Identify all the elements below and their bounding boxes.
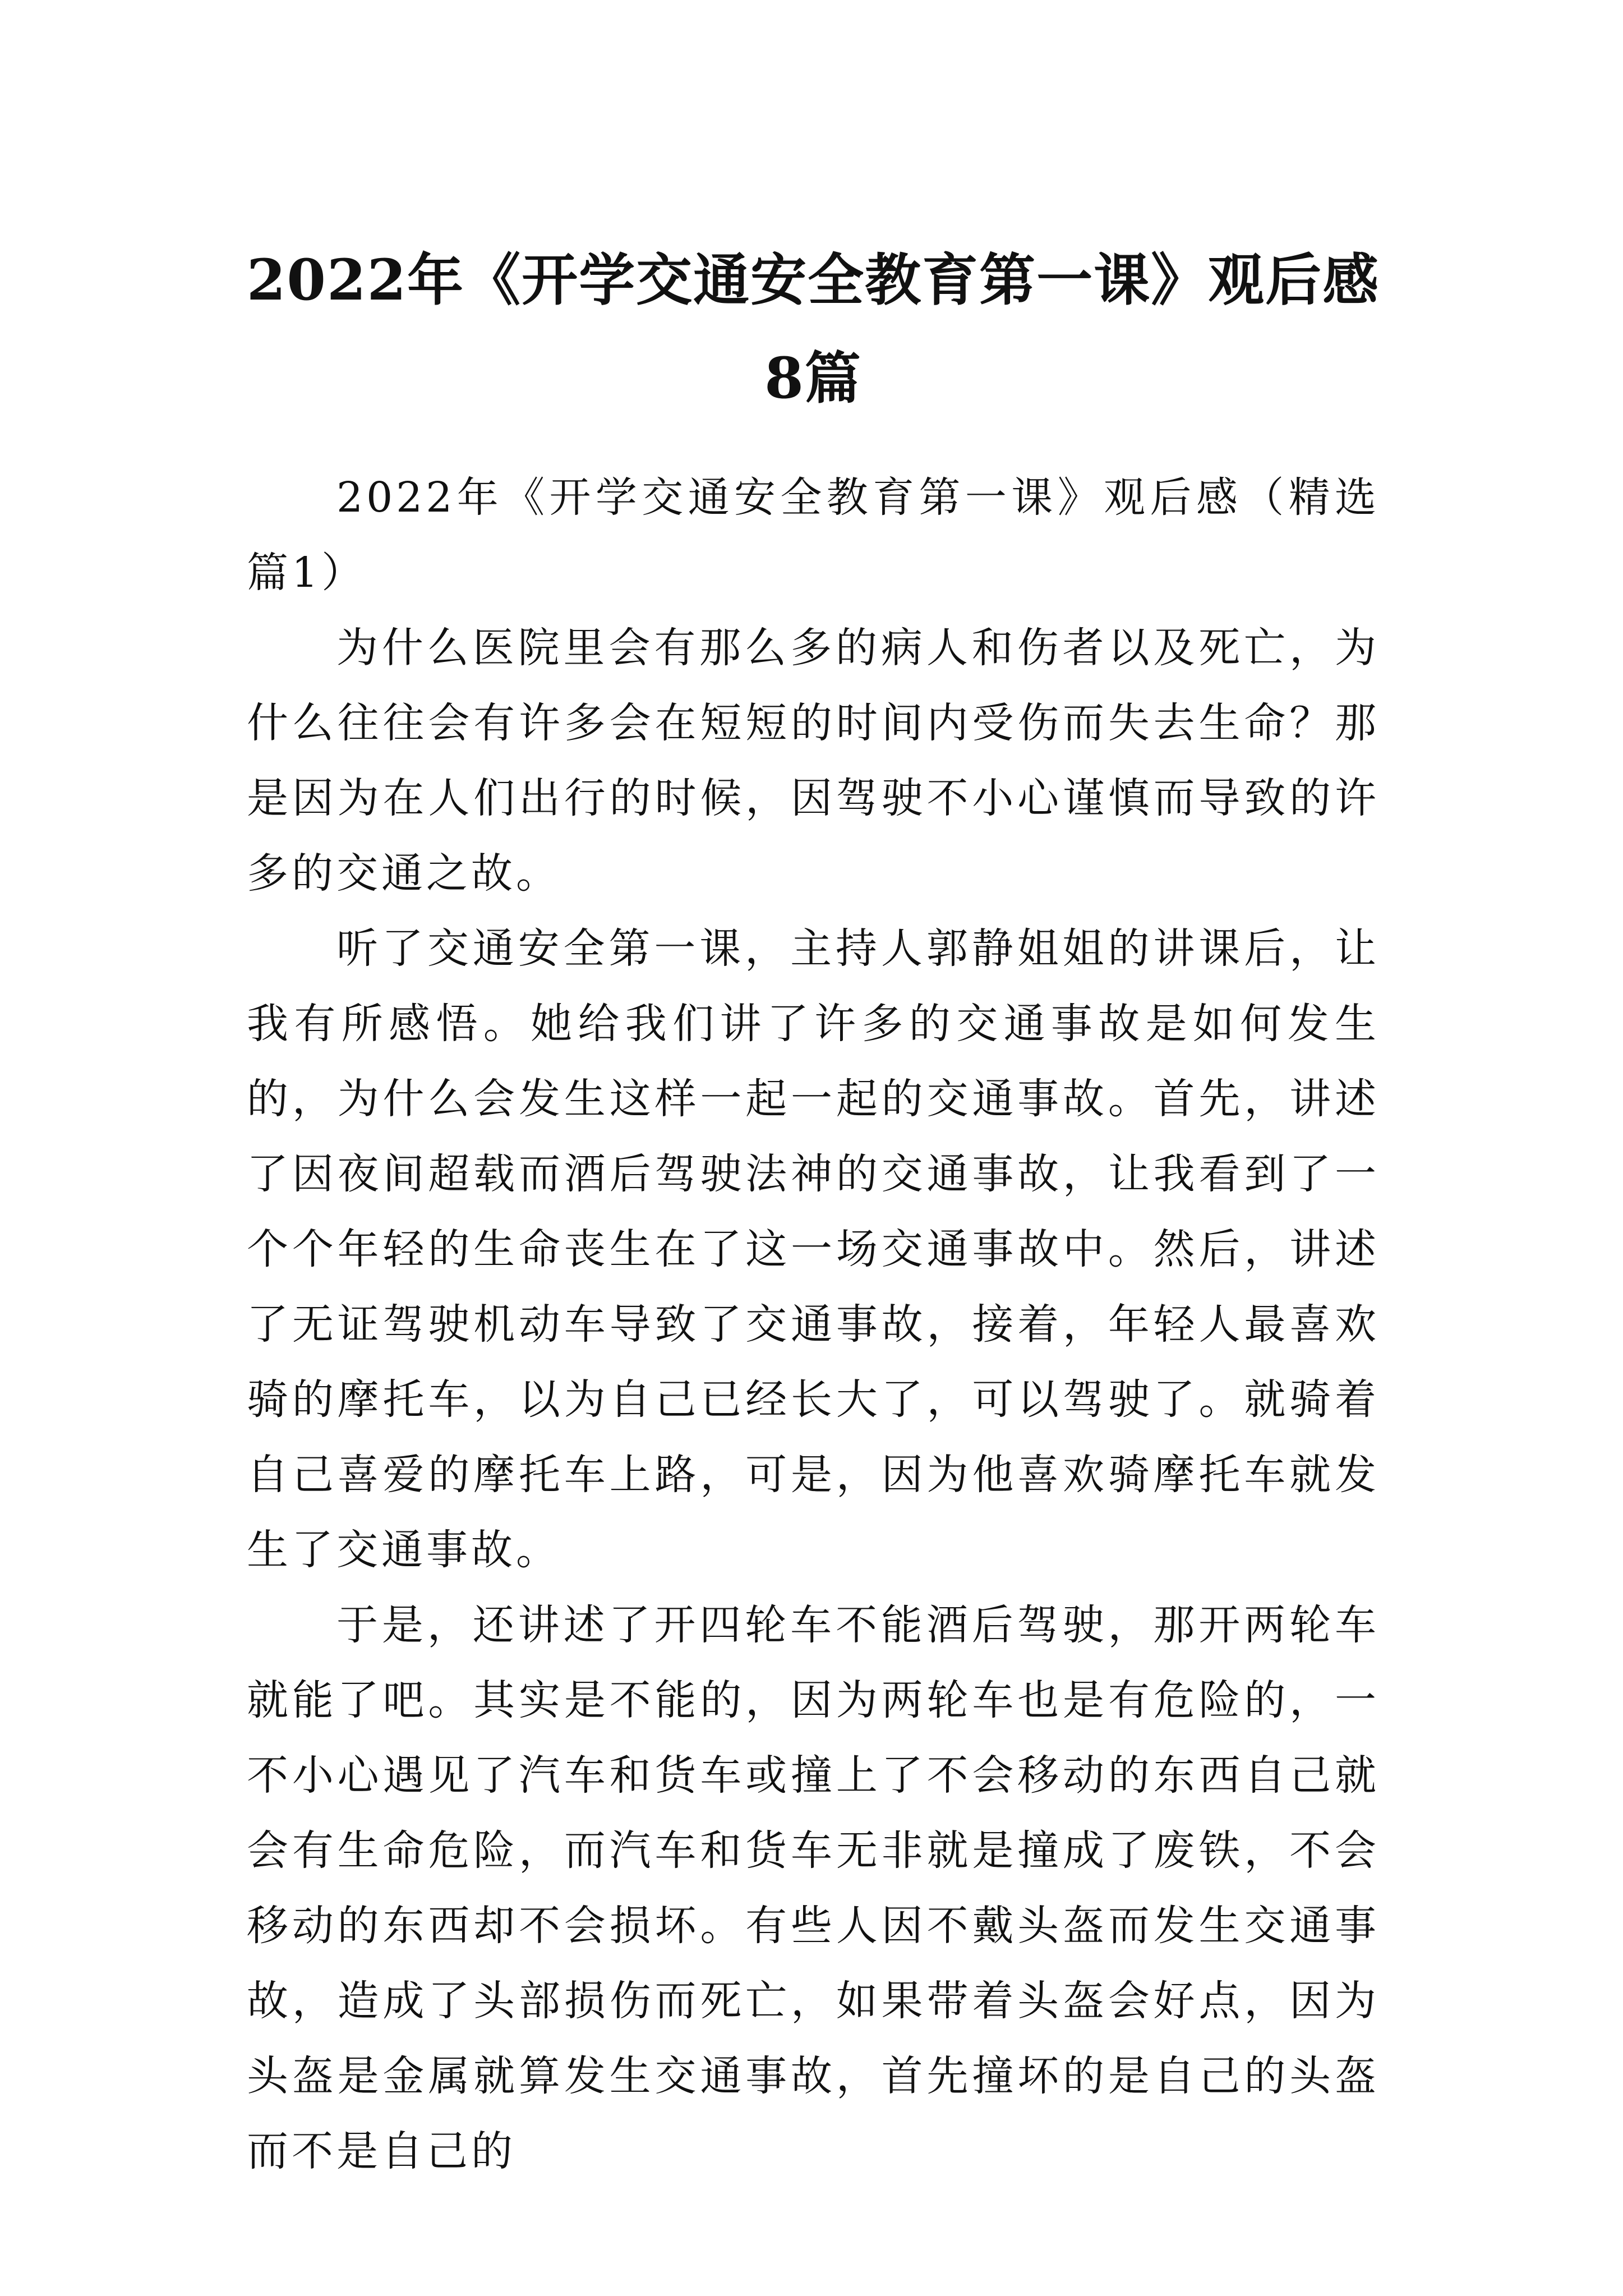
document-title: 2022年《开学交通安全教育第一课》观后感8篇 (246, 247, 1380, 411)
body-paragraph-3: 于是，还讲述了开四轮车不能酒后驾驶，那开两轮车就能了吧。其实是不能的，因为两轮车也是有危险的，一不小心遇见了汽车和货车或撞上了不会移动的东西自己就会有生命危险，而汽车和货车无非就是撞成了废铁，不会移动的东西却不会损坏。有些人因不戴头盔而发生交通事故，造成了头部损伤而死亡，如果带着头盔会好点，因为头盔是金属就算发生交通事故，首先撞坏的是自己的头盔而不是自己的 (247, 1601, 1380, 2175)
body-paragraph-1: 为什么医院里会有那么多的病人和伤者以及死亡，为什么往往会有许多会在短短的时间内受伤而失去生命？那是因为在人们出行的时候，因驾驶不小心谨慎而导致的许多的交通之故。 (247, 624, 1380, 898)
section-subtitle: 2022年《开学交通安全教育第一课》观后感（精选篇1） (247, 473, 1380, 597)
body-paragraph-2: 听了交通安全第一课，主持人郭静姐姐的讲课后，让我有所感悟。她给我们讲了许多的交通事故是如何发生的，为什么会发生这样一起一起的交通事故。首先，讲述了因夜间超载而酒后驾驶法神的交通事故，让我看到了一个个年轻的生命丧生在了这一场交通事故中。然后，讲述了无证驾驶机动车导致了交通事故，接着，年轻人最喜欢骑的摩托车，以为自己已经长大了，可以驾驶了。就骑着自己喜爱的摩托车上路，可是，因为他喜欢骑摩托车就发生了交通事故。 (247, 924, 1380, 1574)
document-body (247, 460, 1380, 2189)
